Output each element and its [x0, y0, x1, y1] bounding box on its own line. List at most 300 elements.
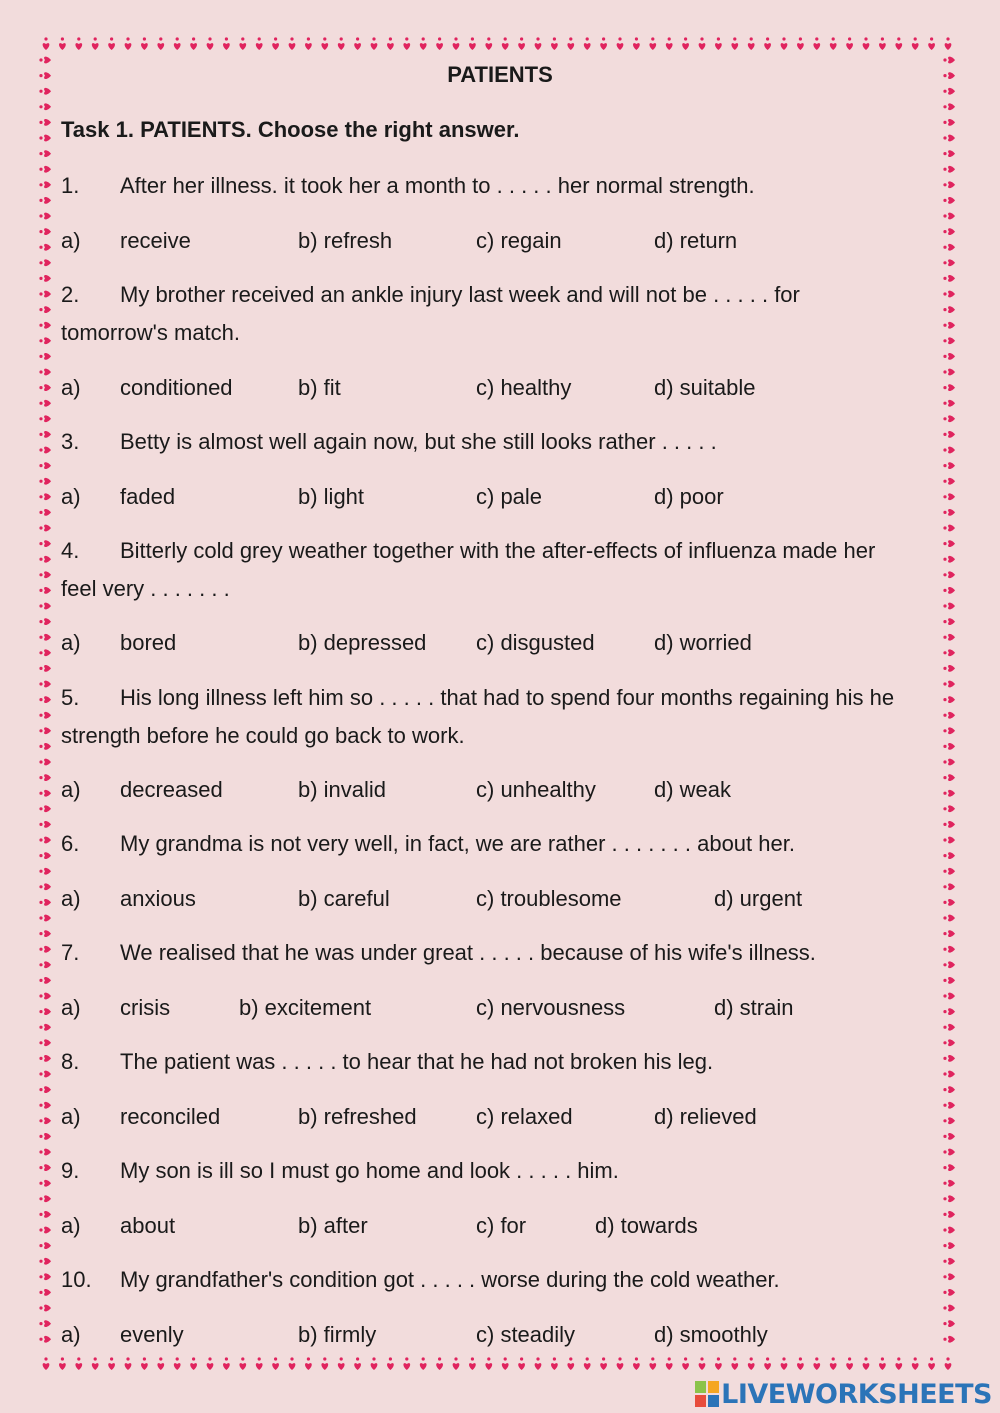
heart-icon	[764, 1357, 771, 1370]
heart-icon	[943, 790, 955, 797]
heart-icon	[39, 291, 51, 298]
answer-option[interactable]: b) careful	[298, 886, 390, 911]
heart-icon	[39, 915, 51, 922]
option-marker: a)	[61, 1322, 81, 1347]
answer-option[interactable]: c) healthy	[476, 375, 572, 400]
heart-icon	[518, 37, 525, 50]
page-title: PATIENTS	[447, 62, 553, 87]
heart-icon	[943, 587, 955, 594]
answer-option[interactable]: b) firmly	[298, 1322, 377, 1347]
answer-option[interactable]: c) troublesome	[476, 886, 622, 911]
heart-icon	[39, 930, 51, 937]
heart-icon	[895, 1357, 902, 1370]
heart-icon	[157, 1357, 164, 1370]
heart-icon	[39, 493, 51, 500]
heart-icon	[59, 37, 66, 50]
heart-icon	[420, 1357, 427, 1370]
heart-icon	[943, 946, 955, 953]
heart-icon	[943, 1273, 955, 1280]
answer-option[interactable]: c) disgusted	[476, 630, 595, 655]
heart-icon	[943, 135, 955, 142]
heart-icon	[943, 759, 955, 766]
heart-icon	[75, 37, 82, 50]
heart-icon	[39, 525, 51, 532]
heart-icon	[39, 1273, 51, 1280]
question-text: My grandfather's condition got . . . . . worse during the cold weather.	[120, 1267, 780, 1292]
heart-icon	[943, 883, 955, 890]
answer-options-5	[61, 775, 921, 805]
heart-icon	[39, 883, 51, 890]
heart-icon	[39, 852, 51, 859]
heart-icon	[567, 1357, 574, 1370]
heart-icon	[338, 37, 345, 50]
heart-icon	[39, 1305, 51, 1312]
heart-icon	[39, 166, 51, 173]
heart-icon	[943, 1195, 955, 1202]
heart-icon	[943, 1164, 955, 1171]
heart-icon	[943, 181, 955, 188]
question-5	[61, 679, 901, 755]
heart-icon	[39, 275, 51, 282]
heart-icon	[387, 1357, 394, 1370]
heart-icon	[943, 384, 955, 391]
answer-option[interactable]: c) regain	[476, 228, 562, 253]
heart-icon	[584, 1357, 591, 1370]
heart-icon	[39, 1164, 51, 1171]
heart-icon	[682, 37, 689, 50]
answer-option[interactable]: b) invalid	[298, 777, 387, 802]
heart-icon	[551, 37, 558, 50]
heart-icon	[943, 509, 955, 516]
heart-icon	[943, 899, 955, 906]
heart-icon	[39, 369, 51, 376]
heart-icon	[846, 37, 853, 50]
heart-icon	[272, 1357, 279, 1370]
answer-options-8	[61, 1102, 921, 1132]
answer-option[interactable]: faded	[120, 484, 176, 509]
question-8	[61, 1043, 901, 1081]
option-marker: a)	[61, 1213, 81, 1238]
heart-icon	[39, 228, 51, 235]
heart-icon	[943, 805, 955, 812]
heart-icon	[453, 1357, 460, 1370]
heart-icon	[943, 1149, 955, 1156]
heart-icon	[39, 603, 51, 610]
question-text: The patient was . . . . . to hear that he had not broken his leg.	[120, 1049, 714, 1074]
heart-icon	[943, 618, 955, 625]
heart-icon	[39, 634, 51, 641]
heart-icon	[39, 1336, 51, 1343]
option-marker: a)	[61, 995, 81, 1020]
border-top	[38, 36, 960, 54]
heart-icon	[39, 1117, 51, 1124]
answer-option[interactable]: c) pale	[476, 484, 543, 509]
heart-icon	[943, 649, 955, 656]
heart-icon	[781, 37, 788, 50]
heart-icon	[39, 712, 51, 719]
heart-icon	[584, 37, 591, 50]
answer-option[interactable]: reconciled	[120, 1104, 221, 1129]
liveworksheets-logo	[695, 1378, 992, 1410]
heart-icon	[797, 37, 804, 50]
heart-icon	[943, 431, 955, 438]
heart-icon	[895, 37, 902, 50]
heart-icon	[39, 993, 51, 1000]
task-heading: Task 1. PATIENTS. Choose the right answer.	[61, 117, 520, 142]
heart-icon	[943, 306, 955, 313]
question-number: 8.	[61, 1049, 80, 1074]
heart-icon	[943, 993, 955, 1000]
heart-icon	[39, 447, 51, 454]
heart-icon	[731, 37, 738, 50]
heart-icon	[39, 462, 51, 469]
answer-option[interactable]: c) relaxed	[476, 1104, 573, 1129]
heart-icon	[256, 1357, 263, 1370]
heart-icon	[943, 493, 955, 500]
heart-icon	[207, 1357, 214, 1370]
heart-icon	[371, 37, 378, 50]
answer-option[interactable]: conditioned	[120, 375, 233, 400]
heart-icon	[174, 37, 181, 50]
heart-icon	[39, 1102, 51, 1109]
heart-icon	[715, 1357, 722, 1370]
heart-icon	[39, 774, 51, 781]
answer-option[interactable]: d) smoothly	[654, 1322, 768, 1347]
heart-icon	[764, 37, 771, 50]
answer-options-6	[61, 884, 921, 914]
heart-icon	[453, 37, 460, 50]
heart-icon	[649, 1357, 656, 1370]
heart-icon	[943, 977, 955, 984]
answer-option[interactable]: d) worried	[654, 630, 752, 655]
heart-icon	[943, 322, 955, 329]
heart-icon	[943, 1024, 955, 1031]
heart-icon	[39, 150, 51, 157]
question-text: Bitterly cold grey weather together with the after-effects of influenza made her feel very . . . . . . .	[61, 538, 876, 601]
heart-icon	[39, 103, 51, 110]
heart-icon	[39, 181, 51, 188]
heart-icon	[239, 1357, 246, 1370]
heart-icon	[699, 37, 706, 50]
heart-icon	[943, 603, 955, 610]
heart-icon	[39, 961, 51, 968]
logo-mark-icon	[695, 1381, 719, 1407]
question-9	[61, 1152, 901, 1190]
heart-icon	[39, 618, 51, 625]
heart-icon	[943, 712, 955, 719]
heart-icon	[39, 1024, 51, 1031]
heart-icon	[649, 37, 656, 50]
answer-option[interactable]: d) relieved	[654, 1104, 757, 1129]
heart-icon	[699, 1357, 706, 1370]
question-10	[61, 1261, 901, 1299]
heart-icon	[354, 37, 361, 50]
heart-icon	[943, 1086, 955, 1093]
heart-icon	[289, 37, 296, 50]
heart-icon	[943, 681, 955, 688]
question-4	[61, 532, 901, 608]
heart-icon	[943, 696, 955, 703]
heart-icon	[943, 821, 955, 828]
heart-icon	[879, 37, 886, 50]
heart-icon	[92, 37, 99, 50]
heart-icon	[39, 977, 51, 984]
heart-icon	[943, 1102, 955, 1109]
answer-option[interactable]: b) light	[298, 484, 365, 509]
heart-icon	[338, 1357, 345, 1370]
heart-icon	[633, 37, 640, 50]
heart-icon	[781, 1357, 788, 1370]
heart-icon	[943, 634, 955, 641]
heart-icon	[289, 1357, 296, 1370]
heart-icon	[943, 353, 955, 360]
heart-icon	[39, 431, 51, 438]
heart-icon	[943, 1227, 955, 1234]
heart-icon	[39, 400, 51, 407]
answer-option[interactable]: b) refreshed	[298, 1104, 417, 1129]
heart-icon	[75, 1357, 82, 1370]
answer-option[interactable]: c) steadily	[476, 1322, 576, 1347]
heart-icon	[39, 649, 51, 656]
heart-icon	[846, 1357, 853, 1370]
heart-icon	[92, 1357, 99, 1370]
heart-icon	[39, 213, 51, 220]
heart-icon	[403, 37, 410, 50]
heart-icon	[39, 88, 51, 95]
heart-icon	[39, 1211, 51, 1218]
heart-icon	[943, 852, 955, 859]
heart-icon	[600, 1357, 607, 1370]
heart-icon	[39, 509, 51, 516]
answer-option[interactable]: b) fit	[298, 375, 341, 400]
heart-icon	[943, 1242, 955, 1249]
question-number: 6.	[61, 831, 80, 856]
logo-text: LIVEWORKSHEETS	[721, 1378, 992, 1410]
heart-icon	[256, 37, 263, 50]
heart-icon	[485, 1357, 492, 1370]
heart-icon	[39, 540, 51, 547]
heart-icon	[715, 37, 722, 50]
answer-option[interactable]: bored	[120, 630, 177, 655]
heart-icon	[879, 1357, 886, 1370]
heart-icon	[239, 37, 246, 50]
border-bottom	[38, 1356, 960, 1374]
heart-icon	[943, 837, 955, 844]
heart-icon	[141, 37, 148, 50]
question-number: 7.	[61, 940, 80, 965]
heart-icon	[943, 915, 955, 922]
heart-icon	[39, 1071, 51, 1078]
answer-option[interactable]: b) depressed	[298, 630, 427, 655]
heart-icon	[943, 774, 955, 781]
heart-icon	[39, 1086, 51, 1093]
question-6	[61, 825, 901, 863]
heart-icon	[943, 166, 955, 173]
answer-option[interactable]: d) towards	[595, 1213, 698, 1238]
question-text: We realised that he was under great . . . . . because of his wife's illness.	[120, 940, 816, 965]
heart-icon	[518, 1357, 525, 1370]
heart-icon	[39, 837, 51, 844]
heart-icon	[39, 1180, 51, 1187]
answer-option[interactable]: anxious	[120, 886, 196, 911]
heart-icon	[223, 37, 230, 50]
answer-option[interactable]: evenly	[120, 1322, 184, 1347]
option-marker: a)	[61, 630, 81, 655]
heart-icon	[39, 1195, 51, 1202]
answer-option[interactable]: d) urgent	[714, 886, 803, 911]
heart-icon	[436, 1357, 443, 1370]
answer-option[interactable]: about	[120, 1213, 176, 1238]
answer-option[interactable]: receive	[120, 228, 191, 253]
heart-icon	[502, 1357, 509, 1370]
heart-icon	[666, 1357, 673, 1370]
heart-icon	[39, 1133, 51, 1140]
heart-icon	[600, 37, 607, 50]
question-number: 2.	[61, 282, 80, 307]
heart-icon	[943, 727, 955, 734]
answer-option[interactable]: d) suitable	[654, 375, 756, 400]
heart-icon	[943, 1133, 955, 1140]
answer-options-3	[61, 482, 921, 512]
border-left	[38, 36, 56, 1374]
question-number: 5.	[61, 685, 80, 710]
heart-icon	[943, 961, 955, 968]
heart-icon	[39, 1289, 51, 1296]
heart-icon	[39, 759, 51, 766]
heart-icon	[39, 415, 51, 422]
heart-icon	[420, 37, 427, 50]
heart-icon	[943, 1117, 955, 1124]
answer-option[interactable]: decreased	[120, 777, 223, 802]
heart-icon	[863, 1357, 870, 1370]
heart-icon	[943, 400, 955, 407]
question-2	[61, 276, 901, 352]
heart-icon	[943, 1180, 955, 1187]
heart-icon	[39, 899, 51, 906]
heart-icon	[567, 37, 574, 50]
heart-icon	[125, 1357, 132, 1370]
border-right	[942, 36, 960, 1374]
heart-icon	[943, 478, 955, 485]
heart-icon	[39, 353, 51, 360]
heart-icon	[39, 135, 51, 142]
answer-option[interactable]: d) return	[654, 228, 738, 253]
heart-icon	[943, 1320, 955, 1327]
heart-icon	[943, 291, 955, 298]
heart-icon	[39, 244, 51, 251]
heart-icon	[943, 1336, 955, 1343]
question-number: 9.	[61, 1158, 80, 1183]
heart-icon	[943, 88, 955, 95]
heart-icon	[928, 1357, 935, 1370]
heart-icon	[39, 1242, 51, 1249]
question-number: 1.	[61, 173, 80, 198]
answer-option[interactable]: d) weak	[654, 777, 732, 802]
heart-icon	[943, 525, 955, 532]
heart-icon	[943, 556, 955, 563]
heart-icon	[748, 37, 755, 50]
heart-icon	[39, 946, 51, 953]
heart-icon	[748, 1357, 755, 1370]
heart-icon	[535, 37, 542, 50]
answer-option[interactable]: b) after	[298, 1213, 368, 1238]
heart-icon	[943, 103, 955, 110]
heart-icon	[305, 1357, 312, 1370]
answer-options-1	[61, 226, 921, 256]
answer-option[interactable]: c) nervousness	[476, 995, 626, 1020]
answer-option[interactable]: c) unhealthy	[476, 777, 596, 802]
answer-options-10	[61, 1320, 921, 1350]
heart-icon	[39, 571, 51, 578]
heart-icon	[403, 1357, 410, 1370]
answer-option[interactable]: b) refresh	[298, 228, 393, 253]
heart-icon	[830, 37, 837, 50]
heart-icon	[912, 1357, 919, 1370]
question-text: My grandma is not very well, in fact, we are rather . . . . . . . about her.	[120, 831, 795, 856]
answer-option[interactable]: d) strain	[714, 995, 794, 1020]
heart-icon	[190, 37, 197, 50]
question-text: After her illness. it took her a month to . . . . . her normal strength.	[120, 173, 755, 198]
heart-icon	[59, 1357, 66, 1370]
heart-icon	[943, 1008, 955, 1015]
heart-icon	[943, 1305, 955, 1312]
option-marker: a)	[61, 375, 81, 400]
heart-icon	[39, 1227, 51, 1234]
heart-icon	[813, 37, 820, 50]
heart-icon	[39, 727, 51, 734]
option-marker: a)	[61, 484, 81, 509]
heart-icon	[943, 150, 955, 157]
answer-option[interactable]: d) poor	[654, 484, 724, 509]
heart-icon	[943, 665, 955, 672]
heart-icon	[39, 1055, 51, 1062]
heart-icon	[943, 337, 955, 344]
heart-icon	[943, 213, 955, 220]
heart-icon	[943, 447, 955, 454]
heart-icon	[912, 37, 919, 50]
heart-icon	[39, 743, 51, 750]
heart-icon	[39, 1008, 51, 1015]
heart-icon	[943, 1211, 955, 1218]
answer-option[interactable]: c) for	[476, 1213, 527, 1238]
heart-icon	[731, 1357, 738, 1370]
heart-icon	[943, 119, 955, 126]
heart-icon	[797, 1357, 804, 1370]
heart-icon	[928, 37, 935, 50]
heart-icon	[125, 37, 132, 50]
heart-icon	[666, 37, 673, 50]
question-1	[61, 167, 901, 205]
heart-icon	[943, 868, 955, 875]
heart-icon	[469, 1357, 476, 1370]
heart-icon	[39, 478, 51, 485]
answer-option[interactable]: crisis	[120, 995, 171, 1020]
heart-icon	[207, 37, 214, 50]
heart-icon	[943, 462, 955, 469]
question-text: His long illness left him so . . . . . that had to spend four months regaining his he strength before he could go back to work.	[61, 685, 895, 748]
question-number: 10.	[61, 1267, 92, 1292]
heart-icon	[39, 1039, 51, 1046]
heart-icon	[39, 790, 51, 797]
heart-icon	[943, 228, 955, 235]
question-7	[61, 934, 901, 972]
heart-icon	[617, 1357, 624, 1370]
heart-icon	[943, 540, 955, 547]
heart-icon	[813, 1357, 820, 1370]
answer-option[interactable]: b) excitement	[239, 995, 372, 1020]
answer-options-7	[61, 993, 921, 1023]
heart-icon	[371, 1357, 378, 1370]
